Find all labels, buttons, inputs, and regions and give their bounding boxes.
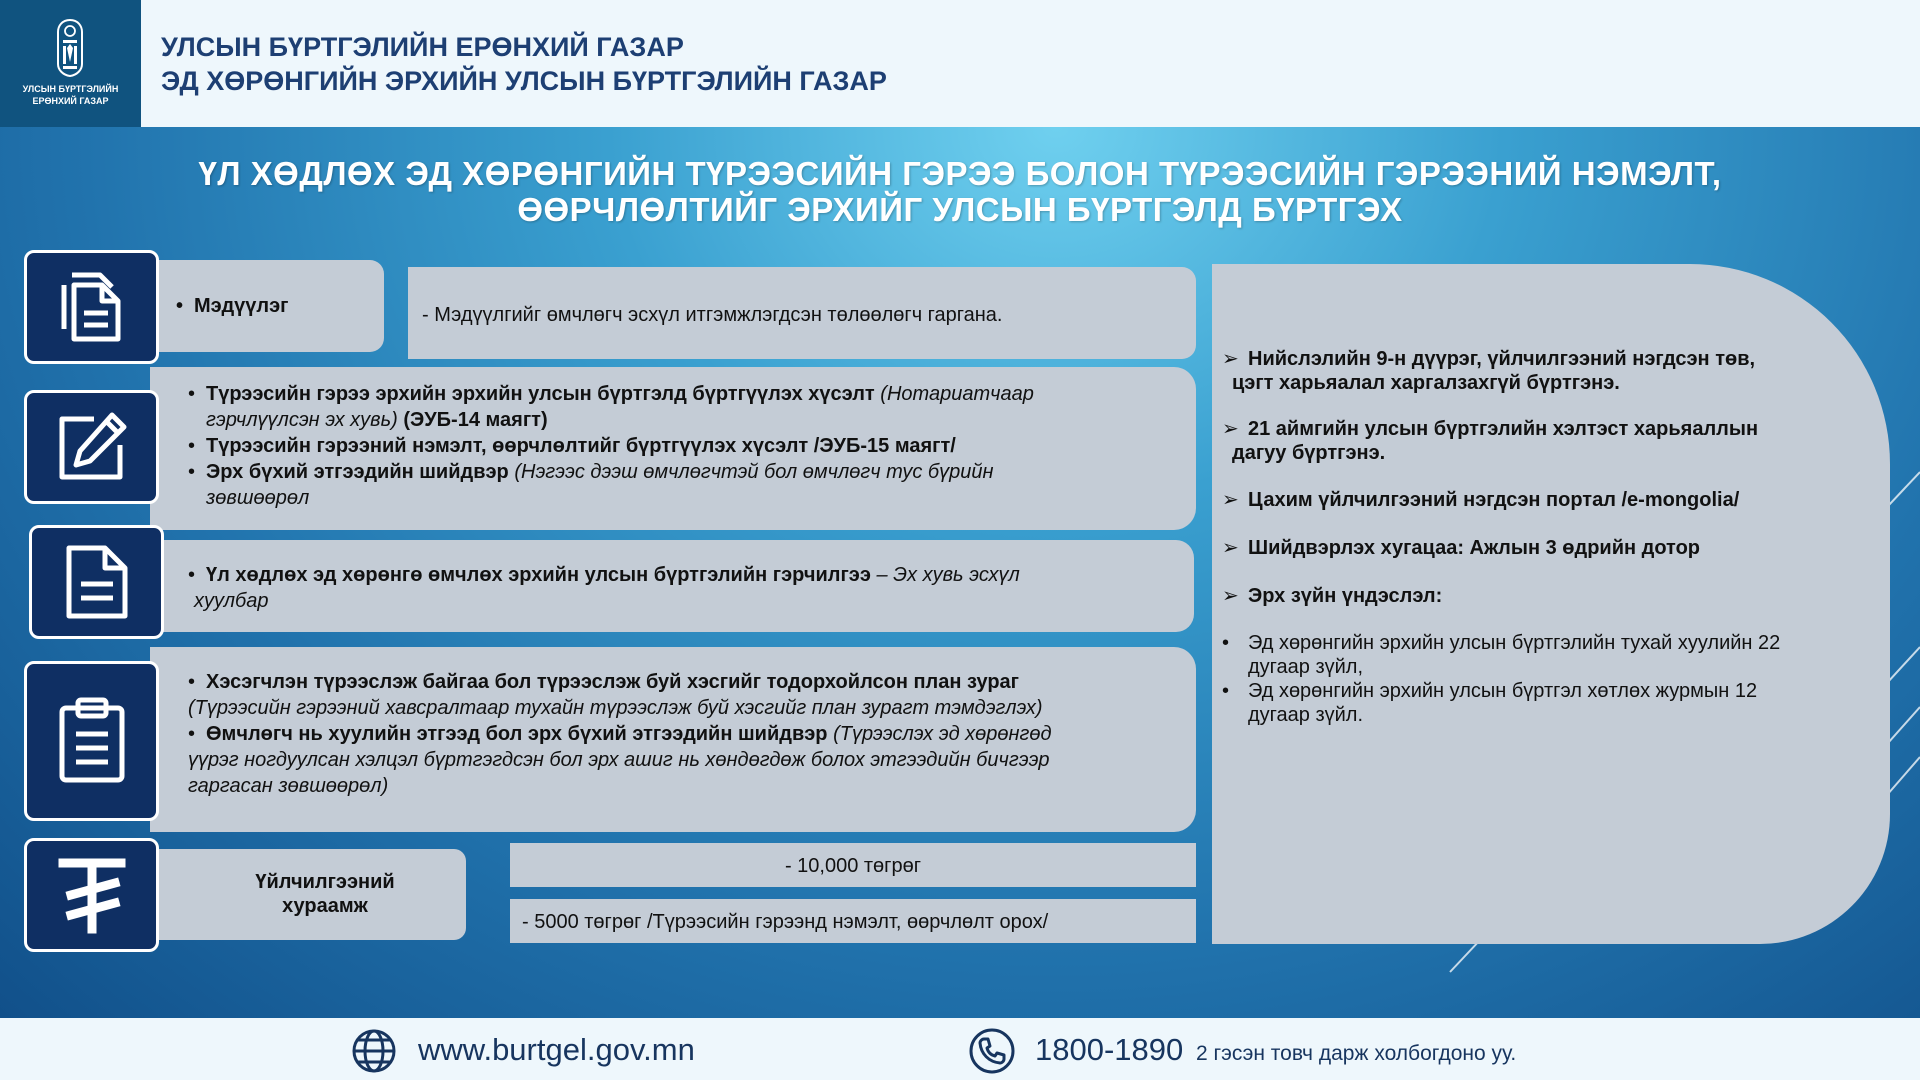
footer (0, 1018, 1920, 1080)
logo-text-1: УЛСЫН БҮРТГЭЛИЙН (22, 84, 119, 94)
right-item-2a: 21 аймгийн улсын бүртгэлийн хэлтэст харьяаллын (1248, 418, 1759, 440)
docs3-a-bold: Хэсэгчлэн түрээслэж байгаа бол түрээслэж буй хэсгийг тодорхойлсон план зураг (206, 671, 1019, 693)
application-label: Мэдүүлэг (194, 295, 289, 317)
law-1a: Эд хөрөнгийн эрхийн улсын бүртгэлийн тухай хуулийн 22 (1248, 632, 1781, 654)
edit-pen-icon (50, 405, 134, 489)
docs2-bold: Үл хөдлөх эд хөрөнгө өмчлөх эрхийн улсын бүртгэлийн гэрчилгээ (206, 564, 871, 586)
arrow-icon: ➢ (1222, 585, 1239, 607)
phone-icon (968, 1027, 1016, 1075)
docs-panel-1: • Түрээсийн гэрээ эрхийн эрхийн улсын бүртгэлд бүртгүүлэх хүсэлт (Нотариатчаар гэрчлүүлсэн эх хувь) (ЭУБ-14 маягт) • Түрээсийн гэрээний нэмэлт, өөрчлөлтийг бүртгүүлэх хүсэлт /ЭУБ-15 маягт/ • Эрх бүхий этгээдийн шийдвэр (Нэгээс дээш өмчлөгчтэй бол өмчлөгч тус бүрийн зөвшөөрөл (150, 367, 1196, 530)
law-2a: Эд хөрөнгийн эрхийн улсын бүртгэл хөтлөх журмын 12 (1248, 680, 1758, 702)
clipboard-icon (52, 696, 132, 786)
law-1b: дугаар зүйл, (1248, 656, 1364, 678)
org-title-2: ЭД ХӨРӨНГИЙН ЭРХИЙН УЛСЫН БҮРТГЭЛИЙН ГАЗАР (161, 66, 887, 96)
right-item-3: Цахим үйлчилгээний нэгдсэн портал /e-mongolia/ (1248, 489, 1740, 511)
documents-icon (52, 267, 132, 347)
fee-label-panel (150, 849, 466, 940)
application-label-panel: • Мэдүүлэг (150, 260, 384, 352)
docs-panel-2: • Үл хөдлөх эд хөрөнгө өмчлөх эрхийн улсын бүртгэлийн гэрчилгээ – Эх хувь эсхүл хуулбар (150, 540, 1194, 632)
tugrik-currency-icon (57, 853, 127, 937)
phone-number[interactable]: 1800-1890 (1035, 1032, 1184, 1067)
certificate-doc-icon (61, 542, 133, 622)
arrow-icon: ➢ (1222, 418, 1239, 440)
pen-icon-box (24, 390, 159, 504)
clipboard-icon-box (24, 661, 159, 821)
docs2-italic2: хуулбар (194, 590, 269, 612)
fee-2: - 5000 төгрөг /Түрээсийн гэрээнд нэмэлт, өөрчлөлт орох/ (522, 911, 1049, 933)
fee-panel-2 (510, 899, 1196, 943)
docs1-c-italic: (Нэгээс дээш өмчлөгчтэй бол өмчлөгч тус бүрийн (514, 461, 994, 483)
docs3-b-italic2: үүрэг ногдуулсан хэлцэл бүртгэгдсэн бол эрх ашиг нь хөндөгдөж болох этгээдийн бичгээр (188, 749, 1050, 771)
fee-1: - 10,000 төгрөг (784, 855, 922, 877)
docs1-c-bold: Эрх бүхий этгээдийн шийдвэр (206, 461, 509, 483)
emblem-icon (52, 18, 88, 78)
application-desc: - Мэдүүлгийг өмчлөгч эсхүл итгэмжлэгдсэн төлөөлөгч гаргана. (422, 304, 1003, 326)
arrow-icon: ➢ (1222, 537, 1239, 559)
fee-panel-1 (510, 843, 1196, 887)
right-item-2b: дагуу бүртгэнэ. (1232, 442, 1386, 464)
docs1-c-italic2: зөвшөөрөл (206, 487, 310, 509)
docs2-italic: – Эх хувь эсхүл (876, 564, 1020, 586)
main-title-line-2: ӨӨРЧЛӨЛТИЙГ ЭРХИЙГ УЛСЫН БҮРТГЭЛД БҮРТГЭХ (517, 191, 1403, 228)
arrow-icon: ➢ (1222, 489, 1239, 511)
docs-panel-3: • Хэсэгчлэн түрээслэж байгаа бол түрээслэж буй хэсгийг тодорхойлсон план зураг (Түрээсийн гэрээний хавсралтаар тухайн түрээслэж буй хэсгийг план зурагт тэмдэглэх) • Өмчлөгч нь хуулийн этгээд бол эрх бүхий этгээдийн шийдвэр (Түрээслэх эд хөрөнгөд үүрэг ногдуулсан хэлцэл бүртгэгдсэн бол эрх ашиг нь хөндөгдөж болох этгээдийн бичгээр гаргасан зөвшөөрөл) (150, 647, 1196, 832)
org-title-1: УЛСЫН БҮРТГЭЛИЙН ЕРӨНХИЙ ГАЗАР (161, 32, 684, 62)
law-2b: дугаар зүйл. (1248, 704, 1364, 726)
docs1-a-bold2: (ЭУБ-14 маягт) (403, 409, 548, 431)
docs1-a-bold: Түрээсийн гэрээ эрхийн эрхийн улсын бүртгэлд бүртгүүлэх хүсэлт (206, 383, 875, 405)
logo-text-2: ЕРӨНХИЙ ГАЗАР (32, 96, 109, 106)
logo[interactable] (0, 0, 141, 127)
docs3-b-bold: Өмчлөгч нь хуулийн этгээд бол эрх бүхий этгээдийн шийдвэр (206, 723, 828, 745)
docs3-b-italic3: гаргасан зөвшөөрөл) (188, 775, 389, 797)
docs3-b-italic: (Түрээслэх эд хөрөнгөд (833, 723, 1052, 745)
certificate-icon-box (29, 525, 164, 639)
tugrik-icon-box (24, 838, 159, 952)
main-title-line-1: ҮЛ ХӨДЛӨХ ЭД ХӨРӨНГИЙН ТҮРЭЭСИЙН ГЭРЭЭ БОЛОН ТҮРЭЭСИЙН ГЭРЭЭНИЙ НЭМЭЛТ, (198, 155, 1722, 192)
right-item-4: Шийдвэрлэх хугацаа: Ажлын 3 өдрийн дотор (1248, 537, 1701, 559)
globe-icon (350, 1027, 398, 1075)
website-link[interactable]: www.burtgel.gov.mn (418, 1032, 695, 1067)
fee-label-2: хураамж (282, 895, 368, 917)
right-item-1a: Нийслэлийн 9-н дүүрэг, үйлчилгээний нэгдсэн төв, (1248, 348, 1756, 370)
docs1-a-italic: (Нотариатчаар (880, 383, 1034, 405)
right-item-1b: цэгт харьяалал харгалзахгүй бүртгэнэ. (1232, 372, 1620, 394)
right-item-5: Эрх зүйн үндэслэл: (1248, 585, 1443, 607)
documents-icon-box (24, 250, 159, 364)
docs1-a-italic2: гэрчлүүлсэн эх хувь) (206, 409, 398, 431)
main-content: ҮЛ ХӨДЛӨХ ЭД ХӨРӨНГИЙН ТҮРЭЭСИЙН ГЭРЭЭ БОЛОН ТҮРЭЭСИЙН ГЭРЭЭНИЙ НЭМЭЛТ, ӨӨРЧЛӨЛТИЙГ ЭРХИЙГ УЛСЫН БҮРТГЭЛД БҮРТГЭХ • Мэдүүлэг - Мэдүүлгийг өмчлөгч эсхүл итгэмжлэгдсэн төлөөлөгч гаргана. • Түрээсийн гэрээ эрхийн эрхийн улсын бүртгэлд бүртгүүлэх хүсэлт (Нотариатчаар гэрчлүүлсэн эх хувь) (ЭУБ-14 маягт) • Түрээсийн гэрээний нэмэлт, өөрчлөлтийг бүртгүүлэх хүсэлт /ЭУБ-15 маягт/ • Эрх бүхий этгээдийн шийдвэр (Нэгээс дээш өмчлөгчтэй бол өмчлөгч тус бүрийн зөвшөөрөл • Үл хөдлөх эд хөрөнгө өмчлөх эрхийн улсын бүртгэлийн гэрчилгээ – Эх хувь эсхүл хуулбар • Хэсэгчлэн түрээслэж байгаа бол түрээслэж буй хэсгийг тодорхойлсон план зураг (Түрээсийн гэрээний хавсралтаар тухайн түрээслэж буй хэсгийг план зурагт тэмдэглэх) • Өмчлөгч нь хуулийн этгээд бол эрх бүхий этгээдийн шийдвэр (Түрээслэх эд хөрөнгөд үүрэг ногдуулсан хэлцэл бүртгэгдсэн бол эрх ашиг нь хөндөгдөж болох этгээдийн бичгээр гаргасан зөвшөөрөл) Үйлчилгээний хураамж - 10,000 төгрөг - 5000 төгрөг /Түрээсийн гэрээнд нэмэлт, өөрчлөлт орох/ ➢ Нийслэлийн 9-н дүүрэг, үйлчилгээний нэгдсэн төв, цэгт харьяалал харгалзахгүй бүртгэнэ. ➢ 21 аймгийн улсын бүртгэлийн хэлтэст харьяаллын дагуу бүртгэнэ. ➢ Цахим үйлчилгээний нэгдсэн портал /e-mongolia/ ➢ Шийдвэрлэх хугацаа: Ажлын 3 өдрийн дотор ➢ Эрх зүйн үндэслэл: • Эд хөрөнгийн эрхийн улсын бүртгэлийн тухай хуулийн 22 дугаар зүйл, • Эд хөрөнгийн эрхийн улсын бүртгэл хөтлөх журмын 12 дугаар зүйл. (0, 127, 1920, 1018)
application-desc-panel (408, 267, 1196, 359)
docs3-a-italic: (Түрээсийн гэрээний хавсралтаар тухайн түрээслэж буй хэсгийг план зурагт тэмдэглэх) (188, 697, 1043, 719)
arrow-icon: ➢ (1222, 348, 1239, 370)
docs1-b-bold: Түрээсийн гэрээний нэмэлт, өөрчлөлтийг бүртгүүлэх хүсэлт /ЭУБ-15 маягт/ (206, 435, 956, 457)
header (0, 0, 1920, 127)
fee-label-1: Үйлчилгээний (255, 871, 395, 893)
phone-note: 2 гэсэн товч дарж холбогдоно уу. (1196, 1042, 1517, 1065)
